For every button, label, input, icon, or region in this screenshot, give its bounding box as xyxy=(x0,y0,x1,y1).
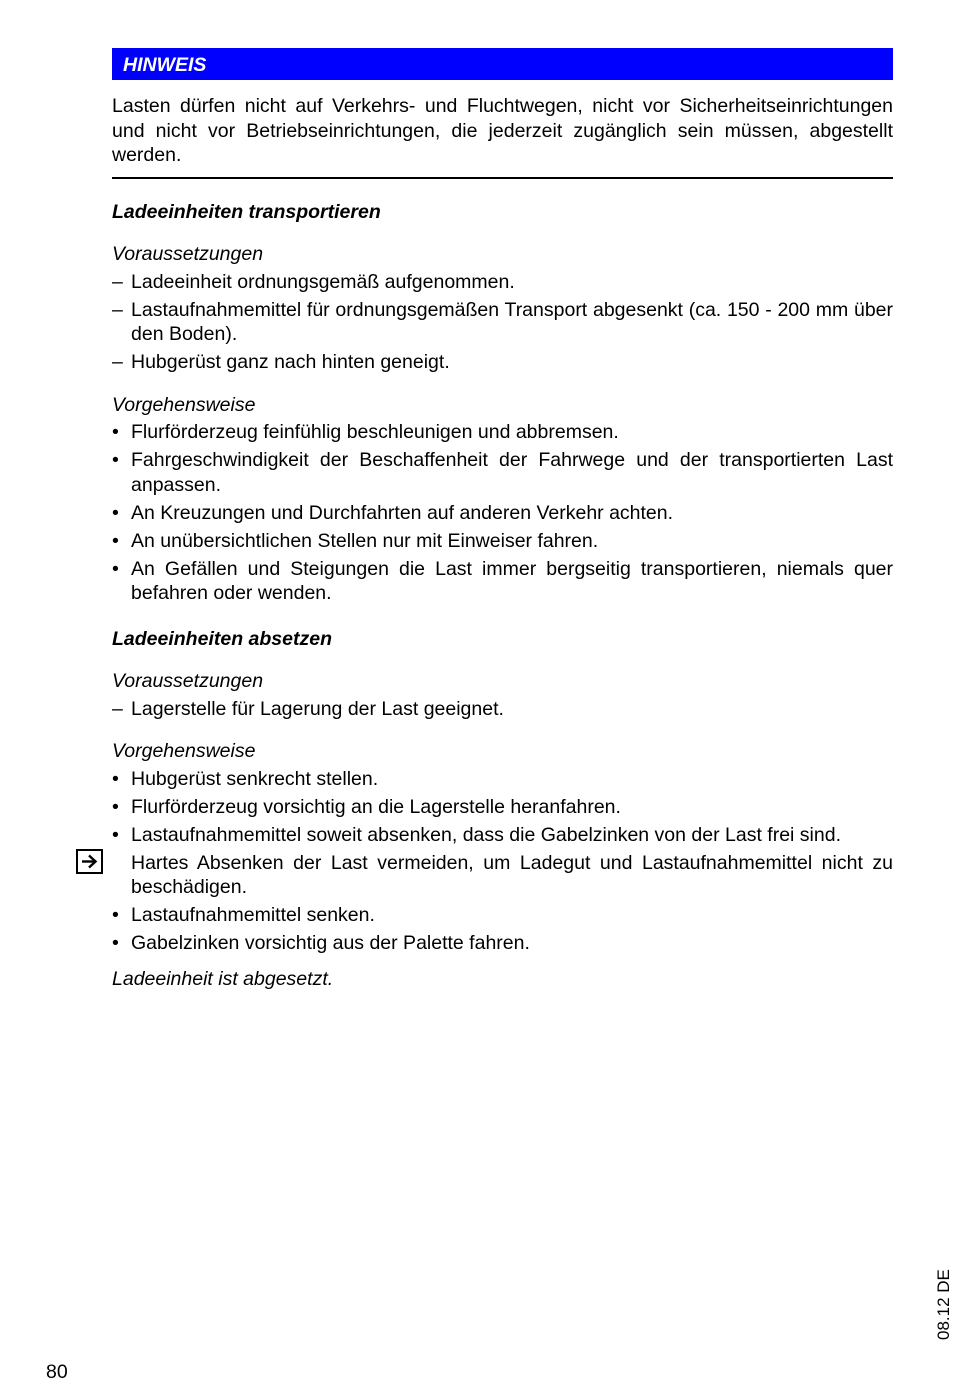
list-item xyxy=(112,557,893,606)
list-item-text: Hartes Absenken der Last vermeiden, um Ladegut und Lastaufnahmemittel nicht zu beschädigen. xyxy=(131,851,893,898)
list-item xyxy=(112,529,893,554)
dash-marker: – xyxy=(112,270,123,293)
arrow-right-icon xyxy=(76,849,103,874)
list-item-text: An Kreuzungen und Durchfahrten auf anderen Verkehr achten. xyxy=(131,501,674,524)
list-item xyxy=(112,448,893,497)
notice-text: Lasten dürfen nicht auf Verkehrs- und Fluchtwegen, nicht vor Sicherheitseinrichtungen und nicht vor Betriebseinrichtungen, die jederzeit zugänglich sein müssen, abgestellt werden. xyxy=(112,95,893,166)
notice-divider xyxy=(112,177,893,179)
bullet-marker: • xyxy=(112,795,119,818)
list-item xyxy=(112,795,893,820)
transport-prereq-label: Voraussetzungen xyxy=(112,243,264,265)
bullet-marker: • xyxy=(112,932,119,954)
list-item xyxy=(112,420,893,445)
list-item xyxy=(112,903,893,928)
list-item-text: Flurförderzeug vorsichtig an die Lagerstelle heranfahren. xyxy=(131,795,621,818)
list-item-text: Lagerstelle für Lagerung der Last geeignet. xyxy=(131,697,504,720)
list-item-note xyxy=(112,851,893,900)
list-item xyxy=(112,767,893,792)
bullet-marker: • xyxy=(112,823,119,846)
page-number: 80 xyxy=(46,1361,68,1383)
list-item-text: An Gefällen und Steigungen die Last immer bergseitig transportieren, niemals quer befahren oder wenden. xyxy=(131,557,893,604)
list-item-text: Lastaufnahmemittel für ordnungsgemäßen Transport abgesenkt (ca. 150 - 200 mm über den Boden). xyxy=(131,298,893,345)
list-item-text: Lastaufnahmemittel soweit absenken, dass die Gabelzinken von der Last frei sind. xyxy=(131,823,841,846)
bullet-marker: • xyxy=(112,449,119,471)
notice-heading-bar xyxy=(112,48,893,80)
list-item xyxy=(112,931,893,956)
setdown-steps-list xyxy=(112,767,893,956)
setdown-prereq-list xyxy=(112,697,893,722)
list-item-text: Fahrgeschwindigkeit der Beschaffenheit der Fahrwege und der transportierten Last anpassen. xyxy=(131,449,893,496)
notice-heading: HINWEIS xyxy=(123,54,207,76)
edition-code: 08.12 DE xyxy=(934,1269,953,1340)
list-item-text: Hubgerüst ganz nach hinten geneigt. xyxy=(131,351,450,373)
bullet-marker: • xyxy=(112,529,119,552)
list-item xyxy=(112,823,893,848)
transport-steps-list xyxy=(112,420,893,606)
bullet-marker: • xyxy=(112,767,119,790)
dash-marker: – xyxy=(112,697,123,720)
result-text: Ladeeinheit ist abgesetzt. xyxy=(112,967,334,990)
page-content xyxy=(112,48,893,991)
list-item-text: An unübersichtlichen Stellen nur mit Einweiser fahren. xyxy=(131,529,599,552)
list-item xyxy=(112,270,893,295)
dash-marker: – xyxy=(112,351,123,373)
bullet-marker: • xyxy=(112,904,119,926)
list-item-text: Hubgerüst senkrecht stellen. xyxy=(131,767,379,790)
section-title-setdown: Ladeeinheiten absetzen xyxy=(112,627,332,650)
list-item xyxy=(112,350,893,375)
list-item xyxy=(112,697,893,722)
list-item-text: Gabelzinken vorsichtig aus der Palette fahren. xyxy=(131,932,530,954)
bullet-marker: • xyxy=(112,501,119,524)
section-title-transport: Ladeeinheiten transportieren xyxy=(112,200,381,223)
list-item-text: Ladeeinheit ordnungsgemäß aufgenommen. xyxy=(131,270,515,293)
bullet-marker: • xyxy=(112,557,119,580)
list-item xyxy=(112,501,893,526)
bullet-marker: • xyxy=(112,421,119,443)
list-item-text: Lastaufnahmemittel senken. xyxy=(131,904,375,926)
dash-marker: – xyxy=(112,298,123,321)
setdown-procedure-label: Vorgehensweise xyxy=(112,740,256,762)
transport-prereq-list xyxy=(112,270,893,375)
transport-procedure-label: Vorgehensweise xyxy=(112,393,256,416)
list-item xyxy=(112,298,893,347)
list-item-text: Flurförderzeug feinfühlig beschleunigen und abbremsen. xyxy=(131,421,619,443)
setdown-prereq-label: Voraussetzungen xyxy=(112,670,264,692)
